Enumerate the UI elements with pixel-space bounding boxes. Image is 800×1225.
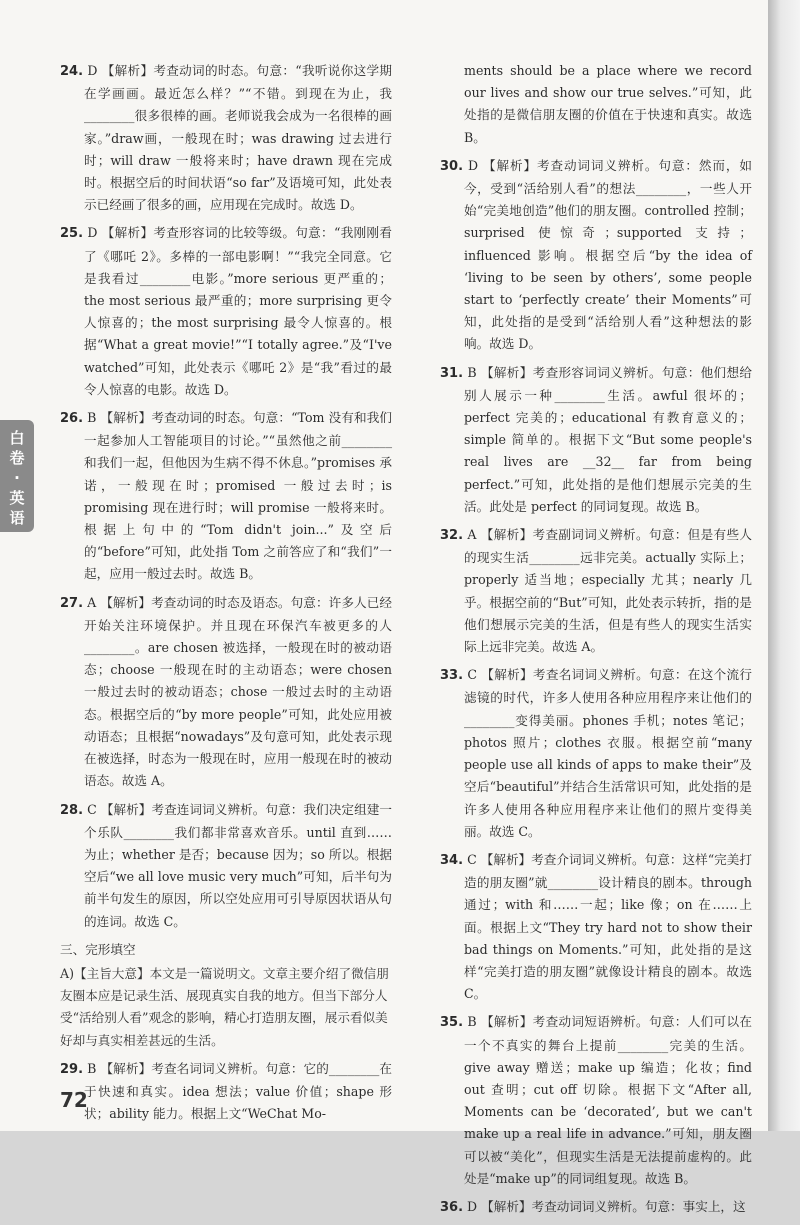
page-number: 72 [60, 1088, 88, 1112]
item-text: A 【解析】考查副词词义辨析。句意：但是有些人的现实生活________远非完美。actually 实际上；properly 适当地；especially 尤其；nearly 几乎。根据空前的“But”可知，此处表示转折，指的是他们想展示完美的生活，但是有些人的现实生活实际上远非完美。故选 A。 [464, 527, 752, 655]
item-text: D 【解析】考查动词的时态。句意：“我听说你这学期在学画画。最近怎么样？”“不错。到现在为止，我________很多很棒的画。老师说我会成为一名很棒的画家。”draw画，一般现在时；was drawing 过去进行时；will draw 一般将来时；have drawn 现在完成时。根据空后的时间状语“so far”及语境可知，此处表示已经画了很多的画，应用现在完成时。故选 D。 [84, 63, 392, 213]
item-number: 27. [60, 595, 84, 611]
answer-item [440, 155, 752, 356]
item-number: 34. [440, 852, 464, 868]
item-number: 29. [60, 1061, 84, 1077]
answer-item [60, 1058, 392, 1126]
left-answer-list [60, 60, 392, 933]
item-number: 30. [440, 158, 464, 174]
item-text: C 【解析】考查连词词义辨析。句意：我们决定组建一个乐队________我们都非常喜欢音乐。until 直到……为止；whether 是否；because 因为；so 所以。根据空后“we all love music very much”可知，后半句为前半句发生的原因，所以空处应用可引导原因状语从句的连词。故选 C。 [84, 801, 392, 929]
answer-item [440, 524, 752, 658]
item-number: 24. [60, 64, 84, 79]
side-tab [0, 420, 34, 532]
item-text: C 【解析】考查介词词义辨析。句意：这样“完美打造的朋友圈”就________设计精良的剧本。through 通过；with 和……一起；like 像；on 在……上面。根据上文“They try hard not to show their bad things on Moments.”可知，此处指的是这样“完美打造的朋友圈”就像设计精良的剧本。故选 C。 [464, 851, 752, 1002]
item-text: D 【解析】考查动词词义辨析。句意：事实上，这 [467, 1198, 746, 1214]
right-column [440, 60, 752, 1225]
item-text: D 【解析】考查形容词的比较等级。句意：“我刚刚看了《哪吒 2》。多棒的一部电影啊！”“我完全同意。它是我看过________电影。”more serious 更严重的；the most serious 最严重的；more surprising 更令人惊喜的；the most surprising 最令人惊喜的。根据“What a great movie!”“I totally agree.”及“I've watched”可知，此处表示《哪吒 2》是“我”看过的最令人惊喜的电影。故选 D。 [84, 225, 392, 397]
answer-item [60, 799, 392, 933]
item-number: 26. [60, 411, 84, 427]
answer-item [440, 1011, 752, 1190]
item-number: 25. [60, 226, 84, 242]
item-number: 33. [440, 668, 464, 684]
page-edge [768, 0, 800, 1131]
item-number: 28. [60, 802, 84, 818]
answer-item [60, 592, 392, 793]
item-text: B 【解析】考查名词词义辨析。句意：它的________在于快速和真实。idea 想法；value 价值；shape 形状；ability 能力。根据上文“WeChat Mo- [84, 1060, 392, 1122]
item-number: 31. [440, 365, 464, 381]
answer-item [60, 222, 392, 401]
item-number: 32. [440, 528, 464, 544]
section-heading: 三、完形填空 [60, 941, 136, 957]
side-tab-label: 白卷·英语 [9, 429, 25, 527]
answer-item [60, 60, 392, 216]
answer-item [440, 664, 752, 843]
item-text: B 【解析】考查动词的时态。句意：“Tom 没有和我们一起参加人工智能项目的讨论。”“虽然他之前________和我们一起，但他因为生病不得不休息。”promises 承诺，一般现在时；promised 一般过去时；is promising 现在进行时；will promise 一般将来时。根据上句中的“Tom didn't join...”及空后的“before”可知，此处指 Tom 之前答应了和“我们”一起，应用一般过去时。故选 B。 [84, 410, 392, 582]
answer-item [440, 849, 752, 1005]
answer-item [60, 407, 392, 586]
item-text: C 【解析】考查名词词义辨析。句意：在这个流行滤镜的时代，许多人使用各种应用程序来让他们的________变得美丽。phones 手机；notes 笔记；photos 照片；clothes 衣服。根据空前“many people use all kinds of apps to make their”及空后“beautiful”并结合生活常识可知，此处指的是许多人使用各种应用程序来让他们的照片变得美丽。故选 C。 [464, 667, 752, 839]
item-text: D 【解析】考查动词词义辨析。句意：然而，如今，受到“活给别人看”的想法________，一些人开始“完美地创造”他们的朋友圈。controlled 控制；surprised 使惊奇；supported 支持；influenced 影响。根据空后“by the idea of ‘living to be seen by others’, some people start to ‘perfectly create’ their Moments”可知，此处指的是受到“活给别人看”这种想法的影响。故选 D。 [464, 157, 752, 352]
item-text: B 【解析】考查动词短语辨析。句意：人们可以在一个不真实的舞台上提前________完美的生活。give away 赠送；make up 编造；化妆；find out 查明；cut off 切除。根据下文“After all, Moments can be ‘decorated’, but we can't make up a real life in advance.”可知，朋友圈可以被“美化”，但现实生活是无法提前虚构的。此处是“make up”的同词组复现。故选 B。 [464, 1014, 752, 1186]
item-text: A 【解析】考查动词的时态及语态。句意：许多人已经开始关注环境保护。并且现在环保汽车被更多的人________。are chosen 被选择，一般现在时的被动语态；choose 一般现在时的主动语态；were chosen 一般过去时的被动语态；chose 一般过去时的主动语态。根据空后的“by more people”可知，此处应用被动语态；且根据“nowadays”及句意可知，此处表示现在被选择，时态为一般现在时，应用一般现在时的被动语态。故选 A。 [84, 594, 392, 789]
continued-text: ments should be a place where we record our lives and show our true selves.”可知，此处指的是微信朋友圈的价值在于快速和真实。故选 B。 [464, 63, 752, 145]
item-number: 35. [440, 1015, 464, 1031]
answer-item [440, 362, 752, 518]
passage-intro: A)【主旨大意】本文是一篇说明文。文章主要介绍了微信朋友圈本应是记录生活、展现真实自我的地方。但当下部分人受“活给别人看”观念的影响，精心打造朋友圈，展示看似美好却与真实相差甚远的生活。 [60, 965, 389, 1048]
item-text: B 【解析】考查形容词词义辨析。句意：他们想给别人展示一种________生活。awful 很坏的；perfect 完美的；educational 有教育意义的；simple 简单的。根据下文“But some people's real lives are __32__ far from being perfect.”可知，此处指的是他们想展示完美的生活。此处是 perfect 的同词复现。故选 B。 [464, 364, 752, 514]
answer-item [440, 1196, 752, 1219]
left-column [60, 60, 392, 1131]
item-number: 36. [440, 1199, 464, 1215]
right-answer-list [440, 155, 752, 1190]
